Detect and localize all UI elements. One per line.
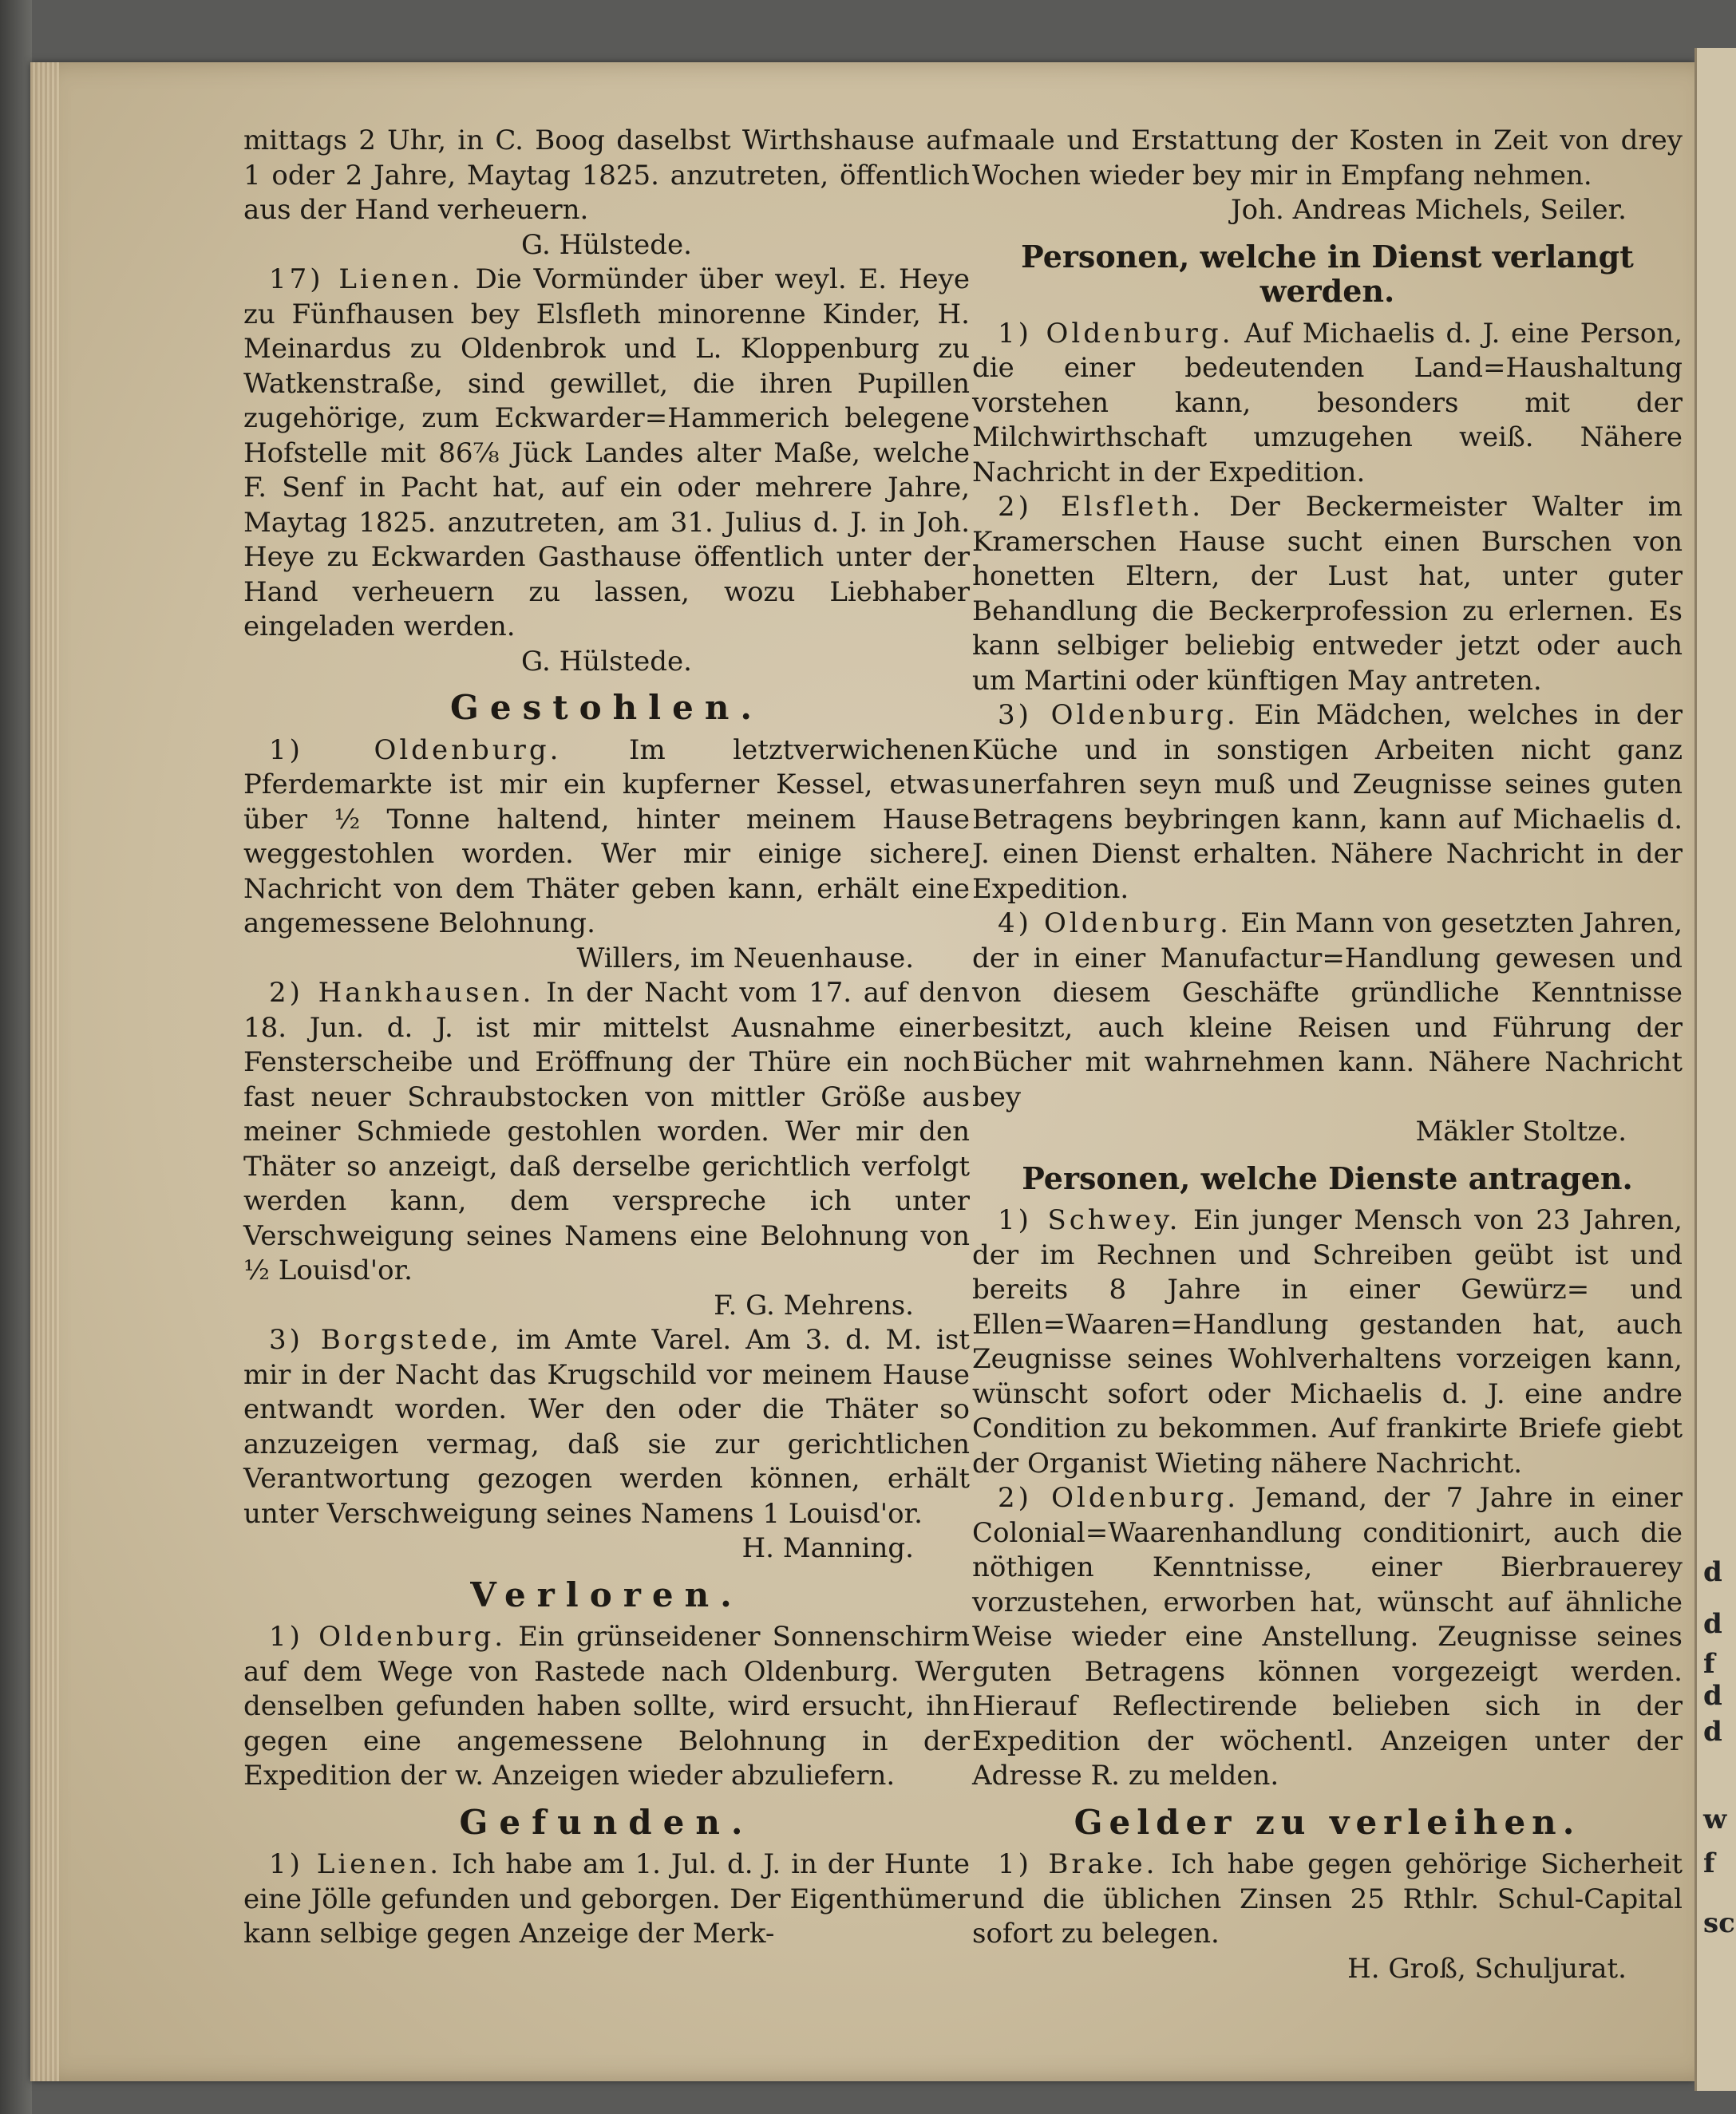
notice [972,1481,1683,1794]
next-page-letter: sc [1703,1907,1735,1939]
notice-text: Ich habe am 1. Jul. d. J. in der Hunte eine Jölle gefunden und geborgen. Der Eigenthümer kann selbige gegen Anzeige der Merk- [243,1848,970,1950]
notice-text: im Amte Varel. Am 3. d. M. ist mir in der Nacht das Krugschild vor meinem Hause entwandt worden. Wer den oder die Thäter so anzuzeigen vermag, daß sie zur gerichtlichen Verantwortung gezogen werden können, erhält unter Verschweigung seines Namens 1 Louisd'or. [243,1324,970,1530]
notice [243,263,970,645]
notice [243,1323,970,1531]
place-name: 2) Oldenburg. [998,1482,1240,1514]
signature: H. Manning. [741,1532,914,1564]
notice-text: Im letztverwichenen Pferdemarkte ist mir ein kupferner Kessel, etwas über ½ Tonne haltend, hinter meinem Hause weggestohlen worden. Wer mir einige sichere Nachricht von dem Thäter geben kann, erhält eine angemessene Belohnung. [243,733,970,939]
section-heading-dienst-verlangt: Personen, welche in Dienst verlangt werden. [1021,238,1634,309]
section-heading-gefunden: Gefunden. [459,1802,754,1842]
next-page-letter: d [1703,1608,1722,1640]
notice-text: In der Nacht vom 17. auf den 18. Jun. d. J. ist mir mittelst Ausnahme einer Fensterscheibe und Eröffnung der Thüre ein noch fast neuer Schraubstocken von mittler Größe aus meiner Schmiede gestohlen worden. Wer mir den Thäter so anzeigt, daß derselbe gerichtlich verfolgt werden kann, dem verspreche ich unter Verschweigung seines Namens eine Belohnung von ½ Louisd'or. [243,977,970,1286]
signature: H. Groß, Schuljurat. [1347,1952,1627,1985]
place-name: 3) Borgstede, [269,1324,503,1356]
place-name: 2) Hankhausen. [269,977,535,1009]
notice-text: maale und Erstattung der Kosten in Zeit von drey Wochen wieder bey mir in Empfang nehmen. [972,124,1683,192]
notice-text: mittags 2 Uhr, in C. Boog daselbst Wirthshause auf 1 oder 2 Jahre, Maytag 1825. anzutreten, öffentlich aus der Hand verheuern. [243,124,970,226]
place-name: 17) Lienen. [269,263,464,295]
left-column [243,124,970,1952]
right-column [972,124,1683,1986]
place-name: 1) Oldenburg. [269,1621,507,1653]
notice [972,317,1683,491]
notice [243,733,970,942]
place-name: 1) Oldenburg. [269,733,562,766]
section-heading-gelder: Gelder zu verleihen. [1074,1802,1581,1842]
next-page-letter: f [1703,1648,1715,1680]
signature: G. Hülstede. [521,645,692,678]
notice-text: Auf Michaelis d. J. eine Person, die einer bedeutenden Land=Haushaltung vorstehen kann, besonders mit der Milchwirthschaft umzugehen weiß. Nähere Nachricht in der Expedition. [972,317,1683,488]
page-edges [30,62,59,2081]
notice [972,698,1683,907]
next-page-letter: f [1703,1847,1715,1879]
notice [243,1847,970,1952]
notice [972,490,1683,698]
place-name: 1) Brake. [998,1848,1158,1880]
book-spine [0,0,32,2114]
next-page-letter: d [1703,1556,1722,1588]
notice-text: Ein Mann von gesetzten Jahren, der in einer Manufactur=Handlung gewesen und von diesem Geschäfte gründliche Kenntnisse besitzt, auch kleine Reisen und Führung der Bücher mit wahrnehmen kann. Nähere Nachricht bey [972,907,1683,1113]
notice-text: Ich habe gegen gehörige Sicherheit und die üblichen Zinsen 25 Rthlr. Schul-Capital sofort zu belegen. [972,1848,1683,1950]
place-name: 3) Oldenburg. [998,699,1239,731]
signature: F. G. Mehrens. [714,1289,914,1322]
section-heading-dienste-antragen: Personen, welche Dienste antragen. [1022,1160,1633,1196]
notice-text: Die Vormünder über weyl. E. Heye zu Fünfhausen bey Elsfleth minorenne Kinder, H. Meinardus zu Oldenbrok und L. Kloppenburg zu Watkenstraße, sind gewillet, die ihren Pupillen zugehörige, zum Eckwarder=Hammerich belegene Hofstelle mit 86⅞ Jück Landes alter Maße, welche F. Senf in Pacht hat, auf ein oder mehrere Jahre, Maytag 1825. anzutreten, am 31. Julius d. J. in Joh. Heye zu Eckwarden Gasthause öffentlich unter der Hand verheuern zu lassen, wozu Liebhaber eingeladen werden. [243,263,971,642]
signature: Mäkler Stoltze. [1415,1116,1627,1148]
notice [972,907,1683,1115]
place-name: 4) Oldenburg. [998,907,1232,939]
notice-text: Ein Mädchen, welches in der Küche und in sonstigen Arbeiten nicht ganz unerfahren seyn muß und Zeugnisse seines guten Betragens beybringen kann, kann auf Michaelis d. J. einen Dienst erhalten. Nähere Nachricht in der Expedition. [972,699,1683,905]
place-name: 1) Lienen. [269,1848,442,1880]
section-heading-verloren: Verloren. [470,1575,743,1614]
section-heading-gestohlen: Gestohlen. [449,688,764,727]
next-page-letter: d [1703,1680,1722,1712]
signature: G. Hülstede. [521,228,692,261]
place-name: 1) Oldenburg. [998,317,1234,350]
notice-text: Ein grünseidener Sonnenschirm auf dem Wege von Rastede nach Oldenburg. Wer denselben gefunden haben sollte, wird ersucht, ihn gegen eine angemessene Belohnung in der Expedition der w. Anzeigen wieder abzuliefern. [243,1621,970,1792]
notice [243,1620,970,1794]
notice [243,976,970,1289]
place-name: 1) Schwey. [998,1204,1181,1236]
next-page-letter: w [1703,1804,1727,1835]
notice-text: Der Beckermeister Walter im Kramerschen Hause sucht einen Burschen von honetten Eltern, der Lust hat, unter guter Behandlung die Beckerprofession zu erlernen. Es kann selbiger beliebig entweder jetzt oder auch um Martini oder künftigen May antreten. [972,491,1683,697]
next-page-edge [1694,48,1736,2091]
notice-text: Ein junger Mensch von 23 Jahren, der im Rechnen und Schreiben geübt ist und bereits 8 Jahre in einer Gewürz= und Ellen=Waaren=Handlung gestanden hat, auch Zeugnisse seines Wohlverhaltens vorzeigen kann, wünscht sofort oder Michaelis d. J. eine andre Condition zu bekommen. Auf frankirte Briefe giebt der Organist Wieting nähere Nachricht. [972,1204,1683,1480]
place-name: 2) Elsfleth. [998,491,1204,523]
notice [972,1203,1683,1481]
signature: Willers, im Neuenhause. [576,942,914,974]
notice-text: Jemand, der 7 Jahre in einer Colonial=Waarenhandlung conditionirt, auch die nöthigen Kenntnisse, einer Bierbrauerey vorzustehen, erworben hat, wünscht auf ähnliche Weise wieder eine Anstellung. Zeugnisse seines guten Betragens können vorgezeigt werden. Hierauf Reflectirende belieben sich in der Expedition der wöchentl. Anzeigen unter der Adresse R. zu melden. [972,1482,1683,1792]
signature: Joh. Andreas Michels, Seiler. [1230,194,1627,226]
notice [972,1847,1683,1952]
next-page-letter: d [1703,1716,1722,1748]
